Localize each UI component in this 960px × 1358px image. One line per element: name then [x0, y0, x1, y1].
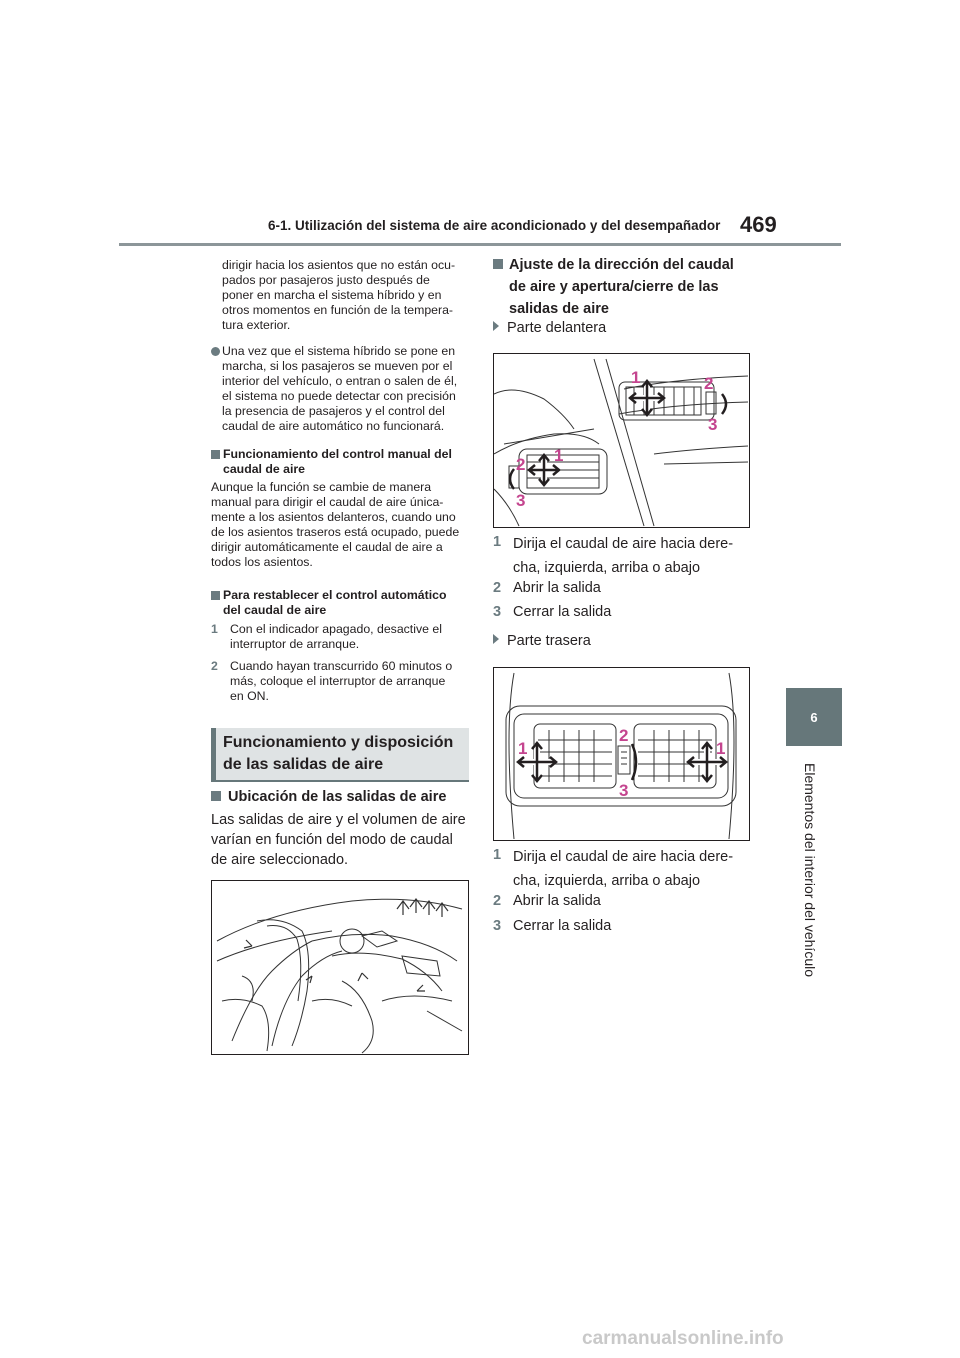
page-number: 469 [740, 212, 777, 237]
subheading-reset-auto: Para restablecer el control automático del caudal de aire [211, 588, 469, 618]
triangle-bullet-icon [493, 634, 499, 644]
label-front: Parte delantera [493, 318, 606, 338]
subheading-outlet-location: Ubicación de las salidas de aire [211, 789, 469, 805]
subheading-adjust-direction: Ajuste de la dirección del caudal de aire y apertura/cierre de las salidas de aire [493, 254, 753, 320]
square-bullet-icon [493, 259, 503, 269]
triangle-bullet-icon [493, 321, 499, 331]
chapter-tab: 6 [786, 688, 842, 746]
subheading-manual-control: Funcionamiento del control manual del caudal de aire [211, 447, 469, 477]
paragraph-manual-control: Aunque la función se cambie de manera manual para dirigir el caudal de aire única- mente a los asientos delanteros, cuando uno de los asientos traseros está ocupado, puede dirigir automáticamente el caudal de aire a todos los asientos. [211, 480, 460, 569]
step-2: 2 Cuando hayan transcurrido 60 minutos o más, coloque el interruptor de arranque en ON. [211, 659, 453, 703]
step-1: 1 Con el indicador apagado, desactive el interruptor de arranque. [211, 622, 442, 651]
square-bullet-icon [211, 791, 221, 801]
figure-interior-outlets [211, 880, 469, 1055]
callout-2-rear: 2 [619, 726, 629, 745]
square-bullet-icon [211, 450, 220, 459]
section-title-box [211, 728, 469, 780]
running-header: 6-1. Utilización del sistema de aire acondicionado y del desempañador [268, 218, 721, 233]
watermark: carmanualsonline.info [582, 1328, 784, 1349]
section-title: Funcionamiento y disposición de las salidas de aire [223, 734, 454, 773]
square-bullet-icon [211, 591, 220, 600]
callout-3-front-left: 3 [516, 491, 526, 510]
paragraph-outlet-location: Las salidas de aire y el volumen de aire varían en función del modo de caudal de aire seleccionado. [211, 812, 466, 868]
rear-vents-illustration [494, 668, 749, 840]
front-item-2: 2 Abrir la salida [493, 580, 601, 596]
rear-item-1: 1 Dirija el caudal de aire hacia dere- cha, izquierda, arriba o abajo [493, 847, 734, 889]
bullet-paragraph: Una vez que el sistema híbrido se pone en marcha, si los pasajeros se mueven por el interior del vehículo, o entran o salen de él, el sistema no puede detectar con precisión la presencia de pasajeros y el control del caudal de aire automático no funcionará. [211, 344, 469, 434]
front-vents-illustration [494, 354, 749, 527]
callout-2-front-left: 2 [516, 455, 526, 474]
callout-2-front-right: 2 [704, 374, 714, 393]
callout-3-rear: 3 [619, 781, 629, 800]
label-rear: Parte trasera [493, 631, 591, 651]
bullet-dot-icon [211, 347, 220, 356]
callout-1-front-left: 1 [554, 446, 564, 465]
car-interior-illustration [212, 881, 468, 1054]
callout-1-rear-left: 1 [518, 739, 528, 758]
callout-3-front-right: 3 [708, 415, 718, 434]
callout-1-rear-right: 1 [716, 739, 726, 758]
header-divider [119, 243, 841, 246]
paragraph-continued: dirigir hacia los asientos que no están ocu- pados por pasajeros justo después de poner en marcha el sistema híbrido y en otros momentos en función de la tempera- tura exterior. [222, 258, 456, 332]
front-item-1: 1 Dirija el caudal de aire hacia dere- cha, izquierda, arriba o abajo [493, 534, 734, 576]
callout-1-front-right: 1 [631, 368, 641, 387]
figure-front-outlets [493, 353, 750, 528]
rear-item-3: 3 Cerrar la salida [493, 918, 612, 934]
chapter-side-label: Elementos del interior del vehículo [802, 762, 818, 977]
front-item-3: 3 Cerrar la salida [493, 604, 612, 620]
figure-rear-outlets [493, 667, 750, 841]
rear-item-2: 2 Abrir la salida [493, 893, 601, 909]
